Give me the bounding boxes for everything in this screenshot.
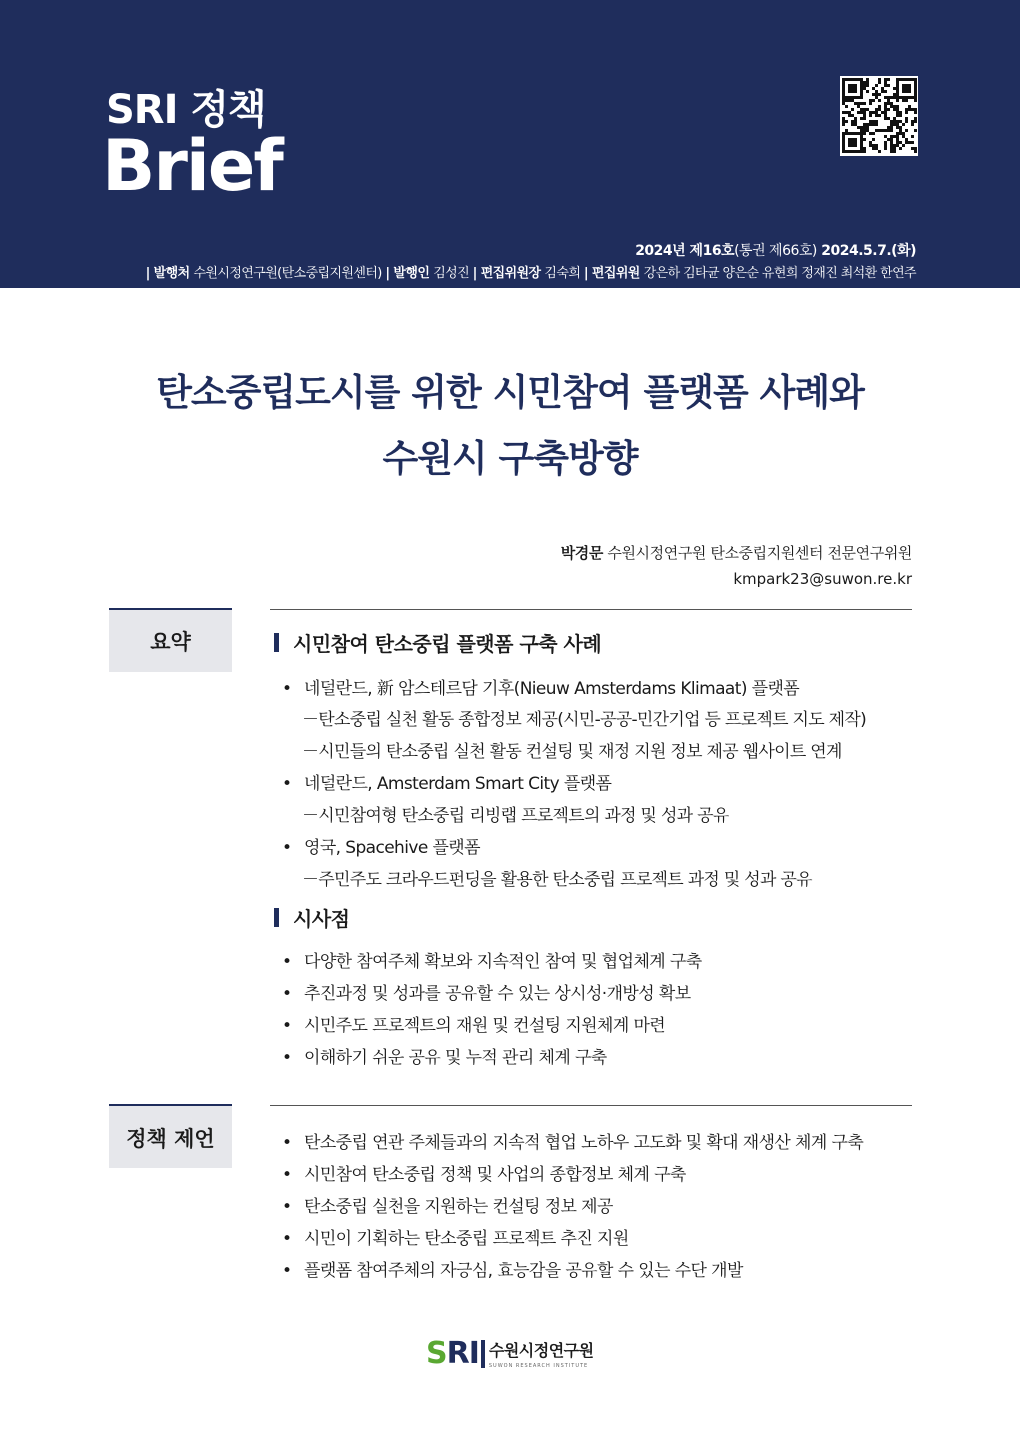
list-item-text: 플랫폼 참여주체의 자긍심, 효능감을 공유할 수 있는 수단 개발 (304, 1261, 743, 1281)
staff-label: | 편집위원 (583, 266, 644, 281)
list-item (282, 833, 480, 858)
list-item (282, 1011, 665, 1036)
list-item-text: 시민주도 프로젝트의 재원 및 컨설팅 지원체계 마련 (304, 1016, 666, 1036)
staff-label: | 발행처 (145, 266, 194, 281)
section-heading (274, 903, 349, 932)
bullet-icon: • (282, 1261, 292, 1281)
list-item-text: 네덜란드, 新 암스테르담 기후(Nieuw Amsterdams Klimaat) 플랫폼 (304, 679, 800, 699)
summary-label: 요약 (109, 608, 232, 672)
staff-value: 강은하 김타균 양은순 유현희 정재진 최석환 한연주 (643, 266, 916, 281)
issue-date: 2024.5.7.(화) (816, 243, 916, 259)
bullet-icon: • (282, 984, 292, 1004)
sub-item: －주민주도 크라우드펀딩을 활용한 탄소중립 프로젝트 과정 및 성과 공유 (302, 870, 812, 890)
list-item (282, 1160, 686, 1185)
staff-value: 김숙희 (544, 266, 584, 281)
list-item (282, 947, 702, 972)
section-bar-icon (274, 633, 279, 652)
author-affiliation: 수원시정연구원 탄소중립지원센터 전문연구위원 (603, 544, 912, 562)
bullet-icon: • (282, 838, 292, 858)
logo-english-name: SUWON RESEARCH INSTITUTE (488, 1363, 589, 1369)
list-item-text: 이해하기 쉬운 공유 및 누적 관리 체계 구축 (304, 1048, 607, 1068)
list-item-text: 시민이 기획하는 탄소중립 프로젝트 추진 지원 (304, 1229, 629, 1249)
list-item-text: 네덜란드, Amsterdam Smart City 플랫폼 (304, 774, 612, 794)
bullet-icon: • (282, 1229, 292, 1249)
logo-divider (481, 1340, 485, 1368)
summary-divider (270, 609, 912, 610)
logo-text (489, 1338, 594, 1369)
institute-logo (426, 1336, 594, 1371)
page-title-line1: 탄소중립도시를 위한 시민참여 플랫폼 사례와 (156, 371, 864, 414)
list-item-text: 영국, Spacehive 플랫폼 (304, 838, 480, 858)
list-item-text: 탄소중립 실천을 지원하는 컨설팅 정보 제공 (304, 1197, 613, 1217)
bullet-icon: • (282, 774, 292, 794)
list-item-text: 시민참여 탄소중립 정책 및 사업의 종합정보 체계 구축 (304, 1165, 686, 1185)
list-item (282, 1043, 607, 1068)
section-heading (274, 628, 601, 657)
logo-mark (426, 1336, 479, 1371)
sub-item: －탄소중립 실천 활동 종합정보 제공(시민-공공-민간기업 등 프로젝트 지도 제작) (302, 710, 867, 730)
staff-label: | 편집위원장 (472, 266, 545, 281)
staff-label: | 발행인 (385, 266, 434, 281)
author-line (561, 542, 912, 563)
list-item-text: 탄소중립 연관 주체들과의 지속적 협업 노하우 고도화 및 확대 재생산 체계 구축 (304, 1133, 864, 1153)
staff-info (146, 262, 916, 281)
list-item-text: 다양한 참여주체 확보와 지속적인 참여 및 협업체계 구축 (304, 952, 702, 972)
header-banner (0, 0, 1020, 288)
list-item (282, 1256, 743, 1281)
staff-value: 김성진 (433, 266, 473, 281)
brand-subtitle: Brief (102, 125, 282, 207)
bullet-icon: • (282, 679, 292, 699)
logo-letter-s: S (426, 1336, 447, 1371)
bullet-icon: • (282, 1016, 292, 1036)
page-title-line2: 수원시 구축방향 (382, 437, 638, 480)
list-item (282, 769, 611, 794)
author-name: 박경문 (560, 544, 603, 562)
staff-value: 수원시정연구원(탄소중립지원센터) (193, 266, 386, 281)
bullet-icon: • (282, 1197, 292, 1217)
issue-number: 2024년 제16호 (635, 243, 735, 259)
logo-letters-ri: RI (446, 1336, 479, 1371)
issue-volume: (통권 제66호) (734, 243, 817, 259)
section-heading-text: 시민참여 탄소중립 플랫폼 구축 사례 (293, 632, 602, 656)
issue-info (635, 240, 916, 260)
list-item (282, 1192, 613, 1217)
list-item-text: 추진과정 및 성과를 공유할 수 있는 상시성·개방성 확보 (304, 984, 691, 1004)
policy-divider (270, 1105, 912, 1106)
sub-item: －시민참여형 탄소중립 리빙랩 프로젝트의 과정 및 성과 공유 (302, 806, 729, 826)
bullet-icon: • (282, 1048, 292, 1068)
bullet-icon: • (282, 952, 292, 972)
bullet-icon: • (282, 1133, 292, 1153)
logo-korean-name: 수원시정연구원 (488, 1341, 594, 1360)
qr-code-icon[interactable] (840, 76, 918, 156)
list-item (282, 979, 691, 1004)
list-item (282, 1224, 629, 1249)
section-bar-icon (274, 908, 279, 927)
bullet-icon: • (282, 1165, 292, 1185)
policy-label: 정책 제언 (109, 1104, 232, 1168)
list-item (282, 674, 799, 699)
section-heading-text: 시사점 (293, 907, 350, 931)
list-item (282, 1128, 863, 1153)
brand-title: SRI 정책 (106, 87, 266, 133)
sub-item: －시민들의 탄소중립 실천 활동 컨설팅 및 재정 지원 정보 제공 웹사이트 연계 (302, 742, 842, 762)
author-email[interactable]: kmpark23@suwon.re.kr (733, 570, 912, 588)
